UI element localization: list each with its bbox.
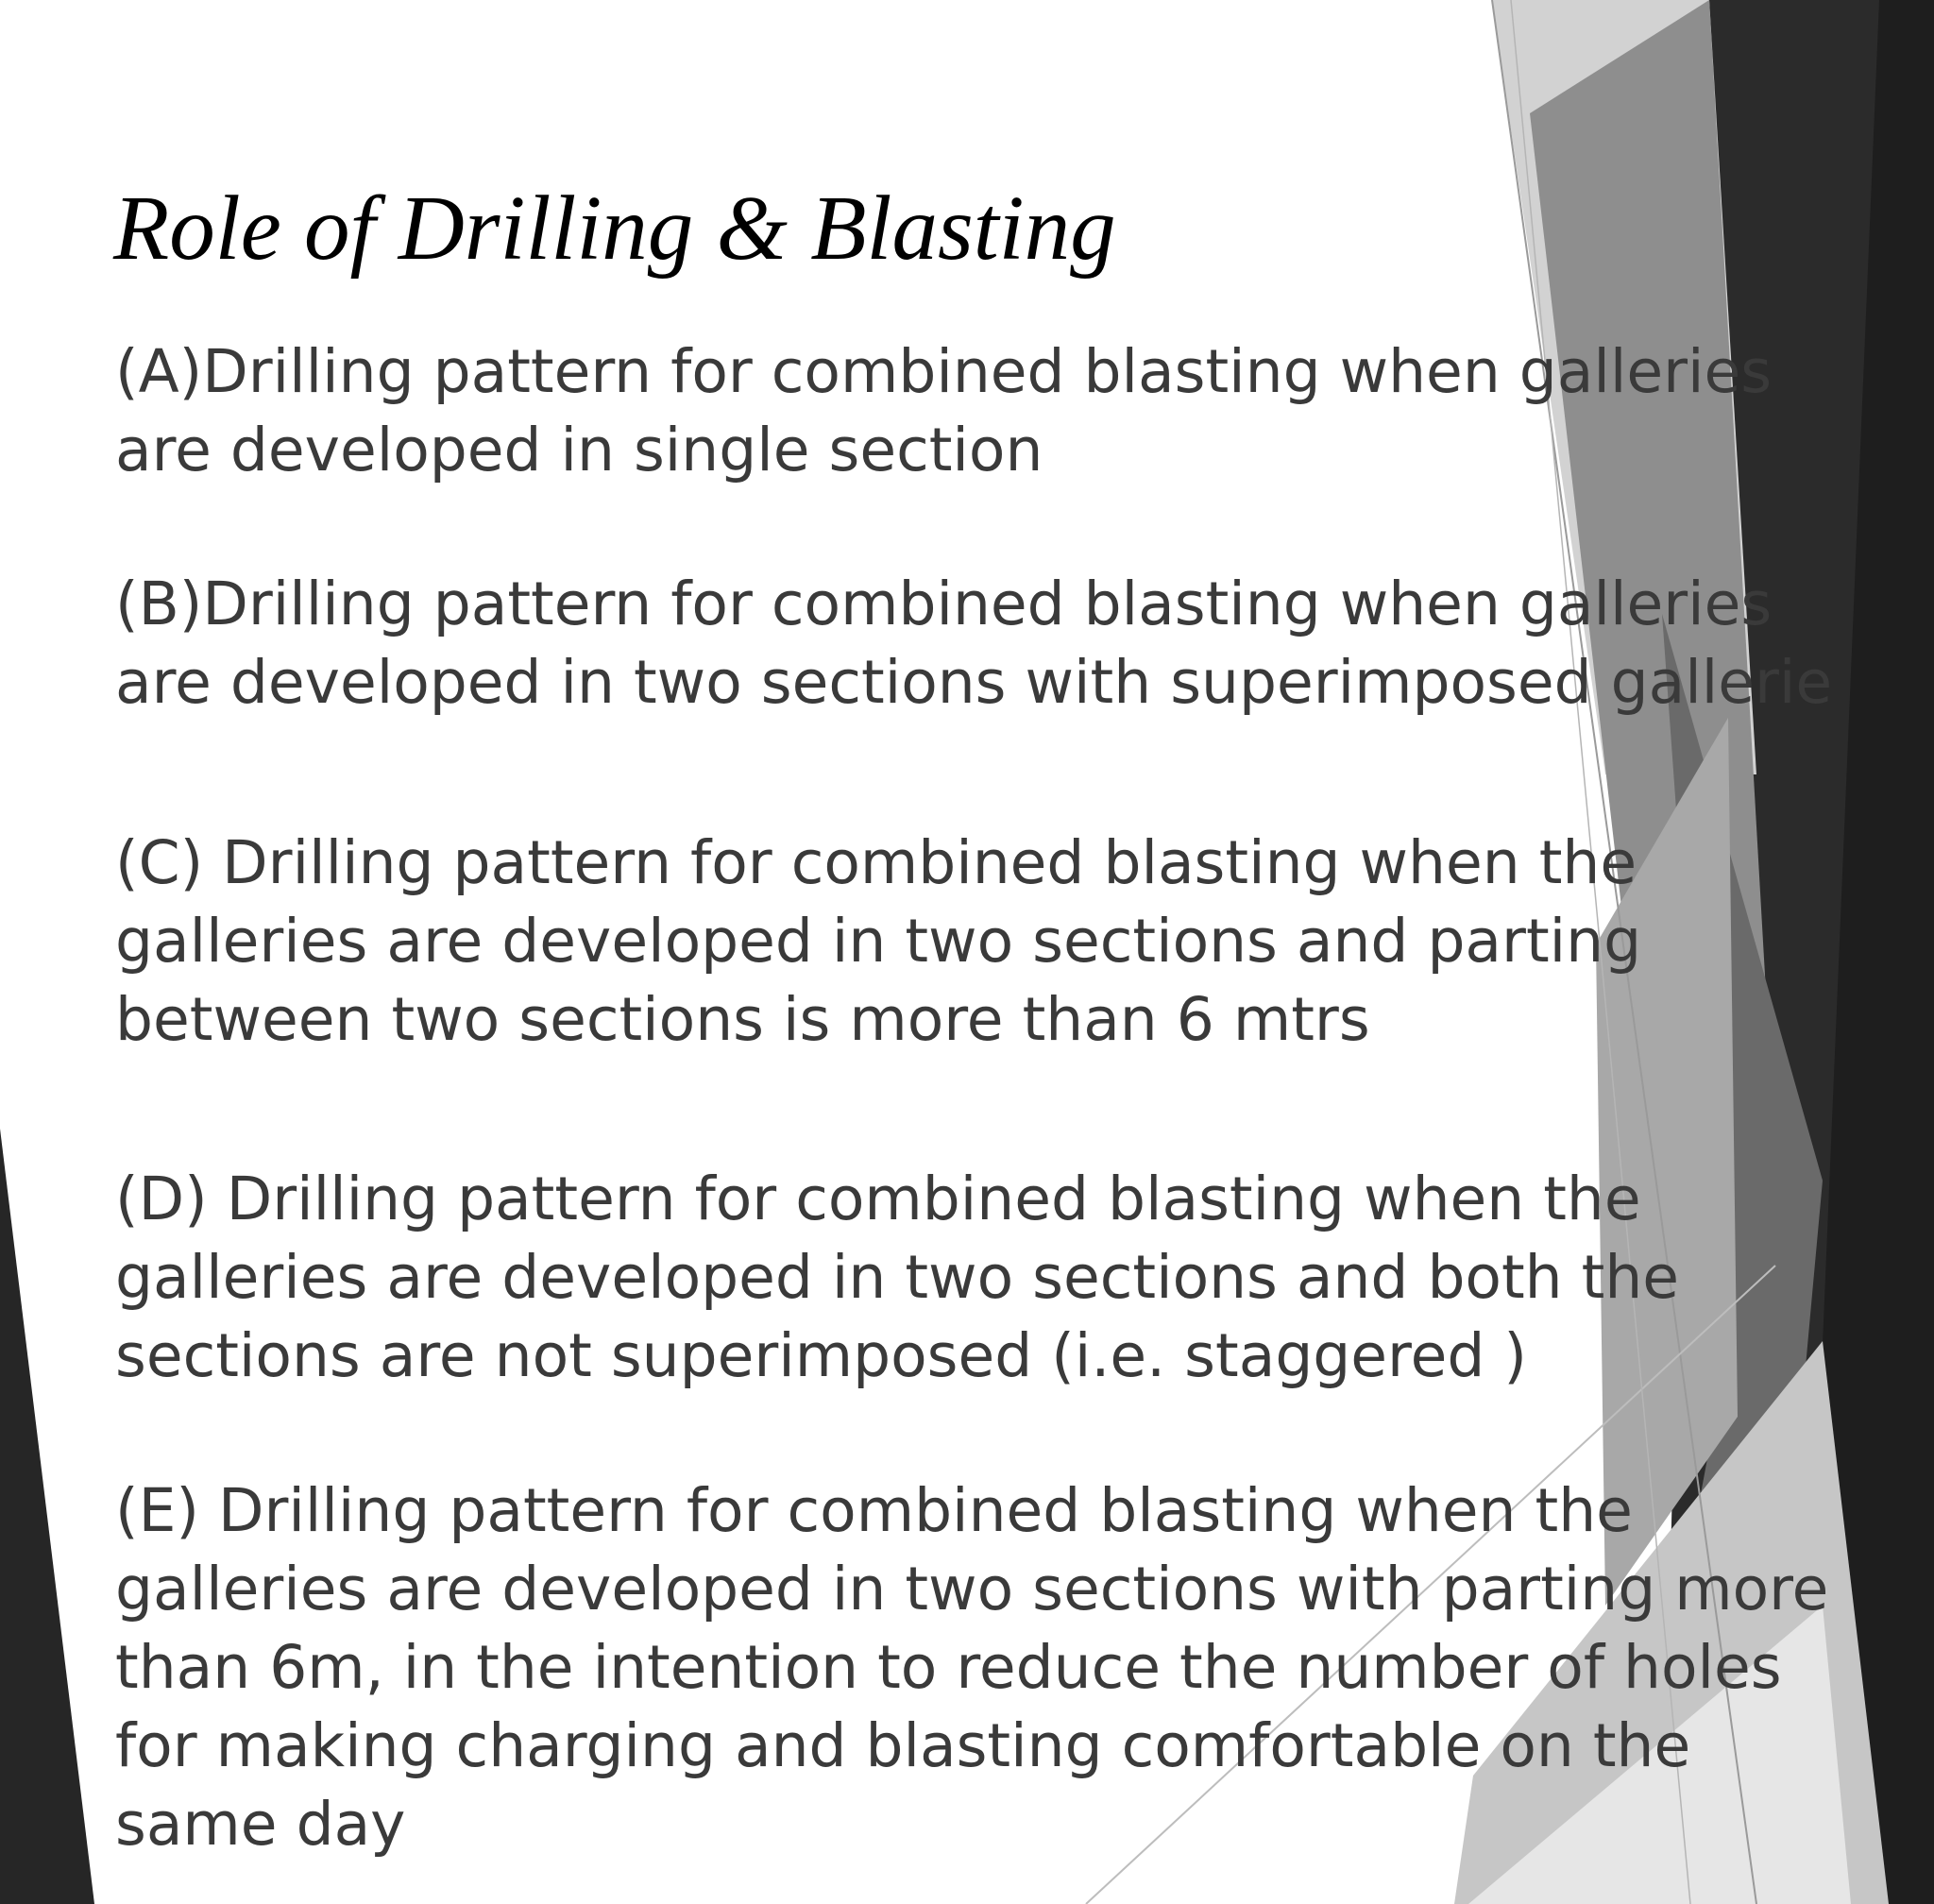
paragraph-c-line-1: (C) Drilling pattern for combined blasting when the — [115, 828, 1637, 897]
paragraph-a-line-2: are developed in single section — [115, 416, 1043, 484]
paragraph-e-line-2: galleries are developed in two sections with parting more — [115, 1555, 1829, 1624]
paragraph-a-line-1: (A)Drilling pattern for combined blasting when galleries — [115, 337, 1773, 406]
paragraph-d-line-2: galleries are developed in two sections and both the — [115, 1243, 1680, 1312]
paragraph-d-line-1: (D) Drilling pattern for combined blasting when the — [115, 1164, 1641, 1233]
paragraph-c — [115, 824, 1641, 1059]
paragraph-e-line-5: same day — [115, 1790, 406, 1859]
paragraph-b-line-2: are developed in two sections with superimposed gallerie — [115, 648, 1833, 717]
paragraph-a — [115, 332, 1772, 489]
paragraph-d — [115, 1160, 1679, 1395]
paragraph-e-line-1: (E) Drilling pattern for combined blasting when the — [115, 1476, 1633, 1545]
paragraph-e-line-3: than 6m, in the intention to reduce the number of holes — [115, 1633, 1782, 1702]
paragraph-b — [115, 565, 1832, 722]
decor-left-dark-wedge — [0, 1129, 94, 1904]
paragraph-c-line-3: between two sections is more than 6 mtrs — [115, 985, 1370, 1054]
slide-title: Role of Drilling & Blasting — [113, 178, 1116, 279]
paragraph-e — [115, 1471, 1828, 1863]
paragraph-b-line-1: (B)Drilling pattern for combined blasting when galleries — [115, 570, 1773, 638]
paragraph-c-line-2: galleries are developed in two sections and parting — [115, 907, 1642, 976]
paragraph-d-line-3: sections are not superimposed (i.e. staggered ) — [115, 1321, 1527, 1390]
paragraph-e-line-4: for making charging and blasting comfortable on the — [115, 1711, 1691, 1780]
